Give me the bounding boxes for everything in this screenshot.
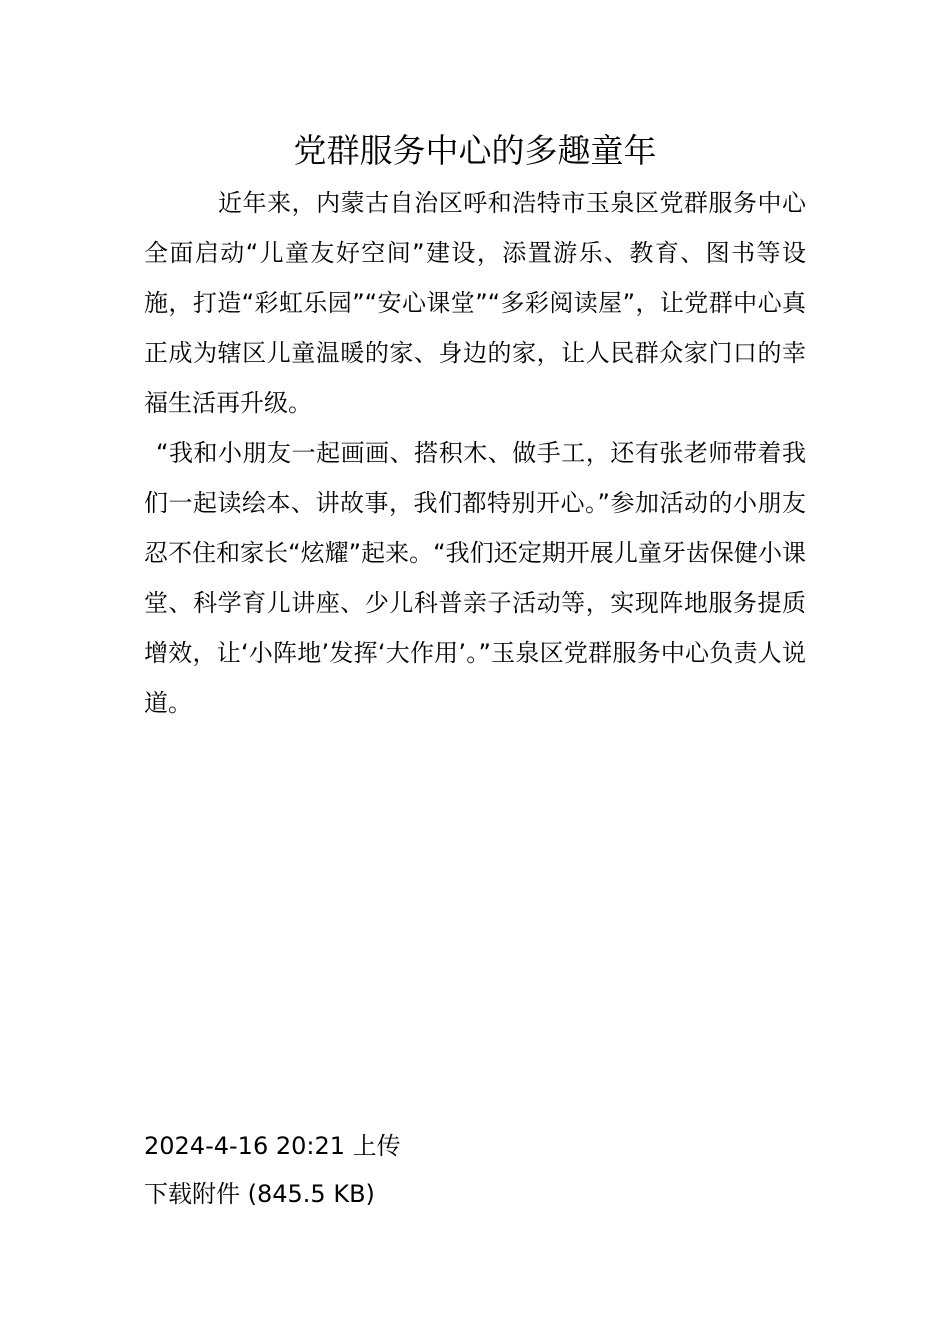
paragraph-intro: 近年来，内蒙古自治区呼和浩特市玉泉区党群服务中心全面启动“儿童友好空间”建设，添置游乐、教育、图书等设施，打造“彩虹乐园”“安心课堂”“多彩阅读屋”，让党群中心真正成为辖区儿童温暖的家、身边的家，让人民群众家门口的幸福生活再升级。	[144, 189, 806, 417]
attachment-info	[144, 1122, 806, 1218]
download-attachment-link[interactable]: 下载附件 (845.5 KB)	[144, 1180, 375, 1208]
article-body	[144, 178, 806, 728]
upload-timestamp: 2024-4-16 20:21 上传	[144, 1132, 401, 1160]
page-title: 党群服务中心的多趣童年	[293, 131, 657, 170]
paragraph-quote: “我和小朋友一起画画、搭积木、做手工，还有张老师带着我们一起读绘本、讲故事，我们都特别开心。”参加活动的小朋友忍不住和家长“炫耀”起来。“我们还定期开展儿童牙齿保健小课堂、科学育儿讲座、少儿科普亲子活动等，实现阵地服务提质增效，让‘小阵地’发挥‘大作用’。”玉泉区党群服务中心负责人说道。	[144, 439, 806, 717]
